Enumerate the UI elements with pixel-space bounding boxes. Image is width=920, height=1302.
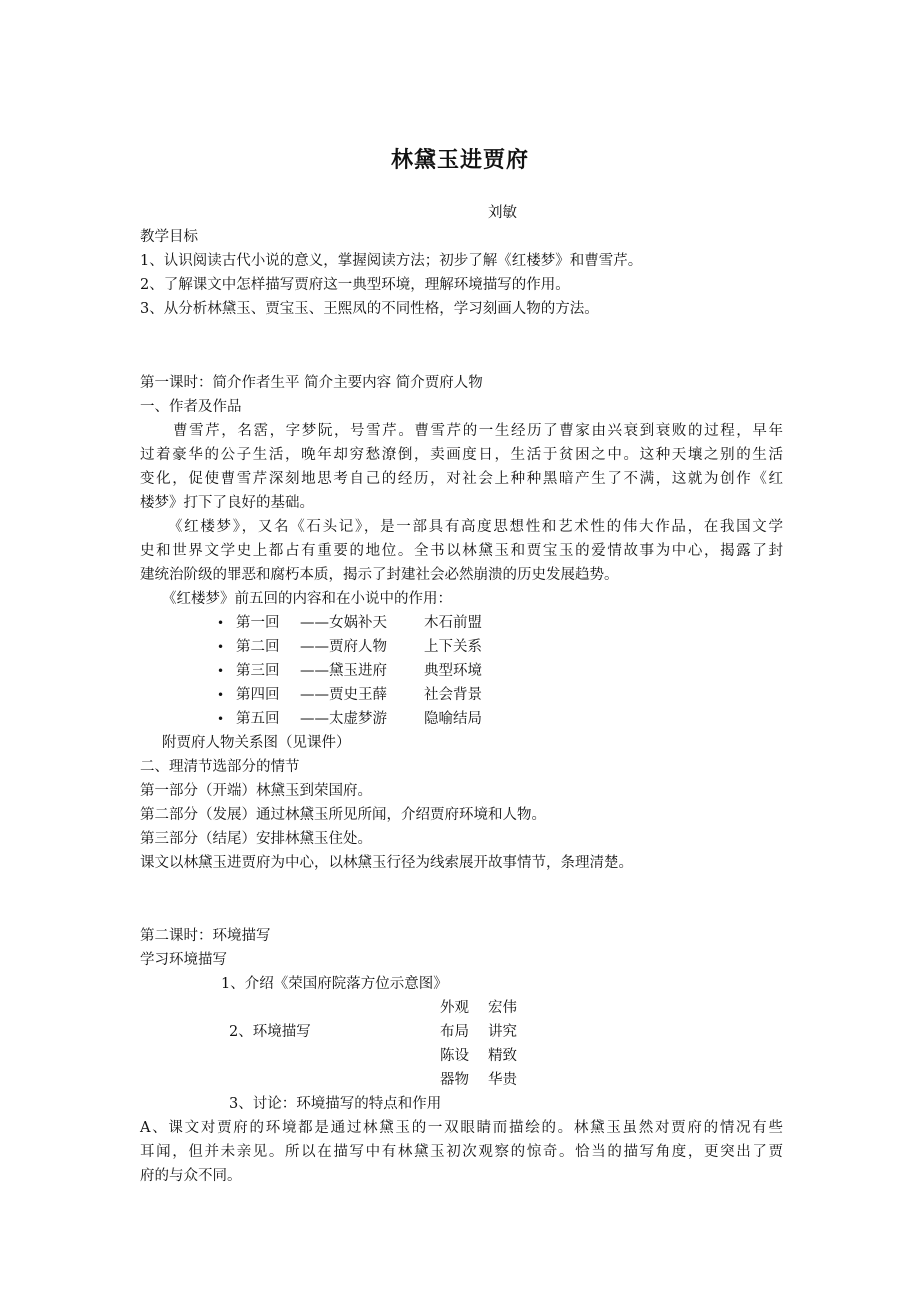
- objective-item: 1、认识阅读古代小说的意义，掌握阅读方法；初步了解《红楼梦》和曹雪芹。: [140, 253, 643, 269]
- section2-heading: 二、理清节选部分的情节: [140, 759, 300, 775]
- author-name: 刘敏: [488, 205, 517, 221]
- author-paragraph-line: 过着豪华的公子生活，晚年却穷愁潦倒，卖画度日，生活于贫困之中。这种天壤之别的生活: [140, 447, 783, 463]
- env-aspect: 器物: [440, 1072, 469, 1088]
- objectives-heading: 教学目标: [140, 229, 198, 245]
- work-paragraph-line: 《红楼梦》，又名《石头记》，是一部具有高度思想性和艺术性的伟大作品，在我国文学: [168, 519, 783, 535]
- plot-line: 第一部分（开端）林黛玉到荣国府。: [140, 783, 372, 799]
- bullet-icon: •: [217, 712, 225, 726]
- bullet-icon: •: [217, 640, 225, 654]
- chapter-content: ——贾史王薛: [300, 687, 387, 703]
- env-quality: 讲究: [488, 1024, 517, 1040]
- bullet-icon: •: [217, 688, 225, 702]
- discussion-line: 府的与众不同。: [140, 1168, 242, 1184]
- chapter-role: 上下关系: [424, 639, 482, 655]
- document-title: 林黛玉进贾府: [390, 148, 529, 173]
- section1-heading: 一、作者及作品: [140, 399, 242, 415]
- chapter-role: 木石前盟: [424, 615, 482, 631]
- author-paragraph-line: 变化，促使曹雪芹深刻地思考自己的经历，对社会上种种黑暗产生了不满，这就为创作《红: [140, 471, 783, 487]
- lesson2-subheading: 学习环境描写: [140, 952, 227, 968]
- lesson2-item: 1、介绍《荣国府院落方位示意图》: [221, 976, 448, 992]
- chapter-role: 社会背景: [424, 687, 482, 703]
- env-aspect: 布局: [440, 1024, 469, 1040]
- chapter-number: 第一回: [236, 615, 280, 631]
- chapter-content: ——太虚梦游: [300, 711, 387, 727]
- chapter-number: 第三回: [236, 663, 280, 679]
- chapter-content: ——女娲补天: [300, 615, 387, 631]
- chapter-role: 隐喻结局: [424, 711, 482, 727]
- chapter-number: 第五回: [236, 711, 280, 727]
- env-aspect: 外观: [440, 1000, 469, 1016]
- work-paragraph-line: 史和世界文学史上都占有重要的地位。全书以林黛玉和贾宝玉的爱情故事为中心，揭露了封: [140, 543, 783, 559]
- bullet-icon: •: [217, 664, 225, 678]
- work-paragraph-line: 建统治阶级的罪恶和腐朽本质，揭示了封建社会必然崩溃的历史发展趋势。: [140, 567, 619, 583]
- bullet-icon: •: [217, 616, 225, 630]
- env-quality: 精致: [488, 1048, 517, 1064]
- lesson2-heading: 第二课时：环境描写: [140, 928, 271, 944]
- env-quality: 华贵: [488, 1072, 517, 1088]
- chapter-content: ——贾府人物: [300, 639, 387, 655]
- env-aspect: 陈设: [440, 1048, 469, 1064]
- plot-line: 第三部分（结尾）安排林黛玉住处。: [140, 831, 372, 847]
- lesson2-item: 2、环境描写: [229, 1024, 311, 1040]
- chapters-intro: 《红楼梦》前五回的内容和在小说中的作用：: [162, 591, 452, 607]
- objective-item: 2、了解课文中怎样描写贾府这一典型环境，理解环境描写的作用。: [140, 277, 570, 293]
- chapter-content: ——黛玉进府: [300, 663, 387, 679]
- lesson2-item: 3、讨论：环境描写的特点和作用: [229, 1096, 442, 1112]
- env-quality: 宏伟: [488, 1000, 517, 1016]
- discussion-line: A、课文对贾府的环境都是通过林黛玉的一双眼睛而描绘的。林黛玉虽然对贾府的情况有些: [140, 1120, 783, 1136]
- chapter-number: 第四回: [236, 687, 280, 703]
- chart-note: 附贾府人物关系图（见课件）: [162, 735, 351, 751]
- plot-line: 第二部分（发展）通过林黛玉所见所闻，介绍贾府环境和人物。: [140, 807, 546, 823]
- chapter-number: 第二回: [236, 639, 280, 655]
- discussion-line: 耳闻，但并未亲见。所以在描写中有林黛玉初次观察的惊奇。恰当的描写角度，更突出了贾: [140, 1144, 783, 1160]
- author-paragraph-line: 楼梦》打下了良好的基础。: [140, 495, 314, 511]
- plot-summary: 课文以林黛玉进贾府为中心，以林黛玉行径为线索展开故事情节，条理清楚。: [140, 855, 633, 871]
- author-paragraph-line: 曹雪芹，名霑，字梦阮，号雪芹。曹雪芹的一生经历了曹家由兴衰到衰败的过程，早年: [173, 423, 783, 439]
- chapter-role: 典型环境: [424, 663, 482, 679]
- objective-item: 3、从分析林黛玉、贾宝玉、王熙凤的不同性格，学习刻画人物的方法。: [140, 301, 599, 317]
- lesson1-heading: 第一课时：简介作者生平 简介主要内容 简介贾府人物: [140, 375, 483, 391]
